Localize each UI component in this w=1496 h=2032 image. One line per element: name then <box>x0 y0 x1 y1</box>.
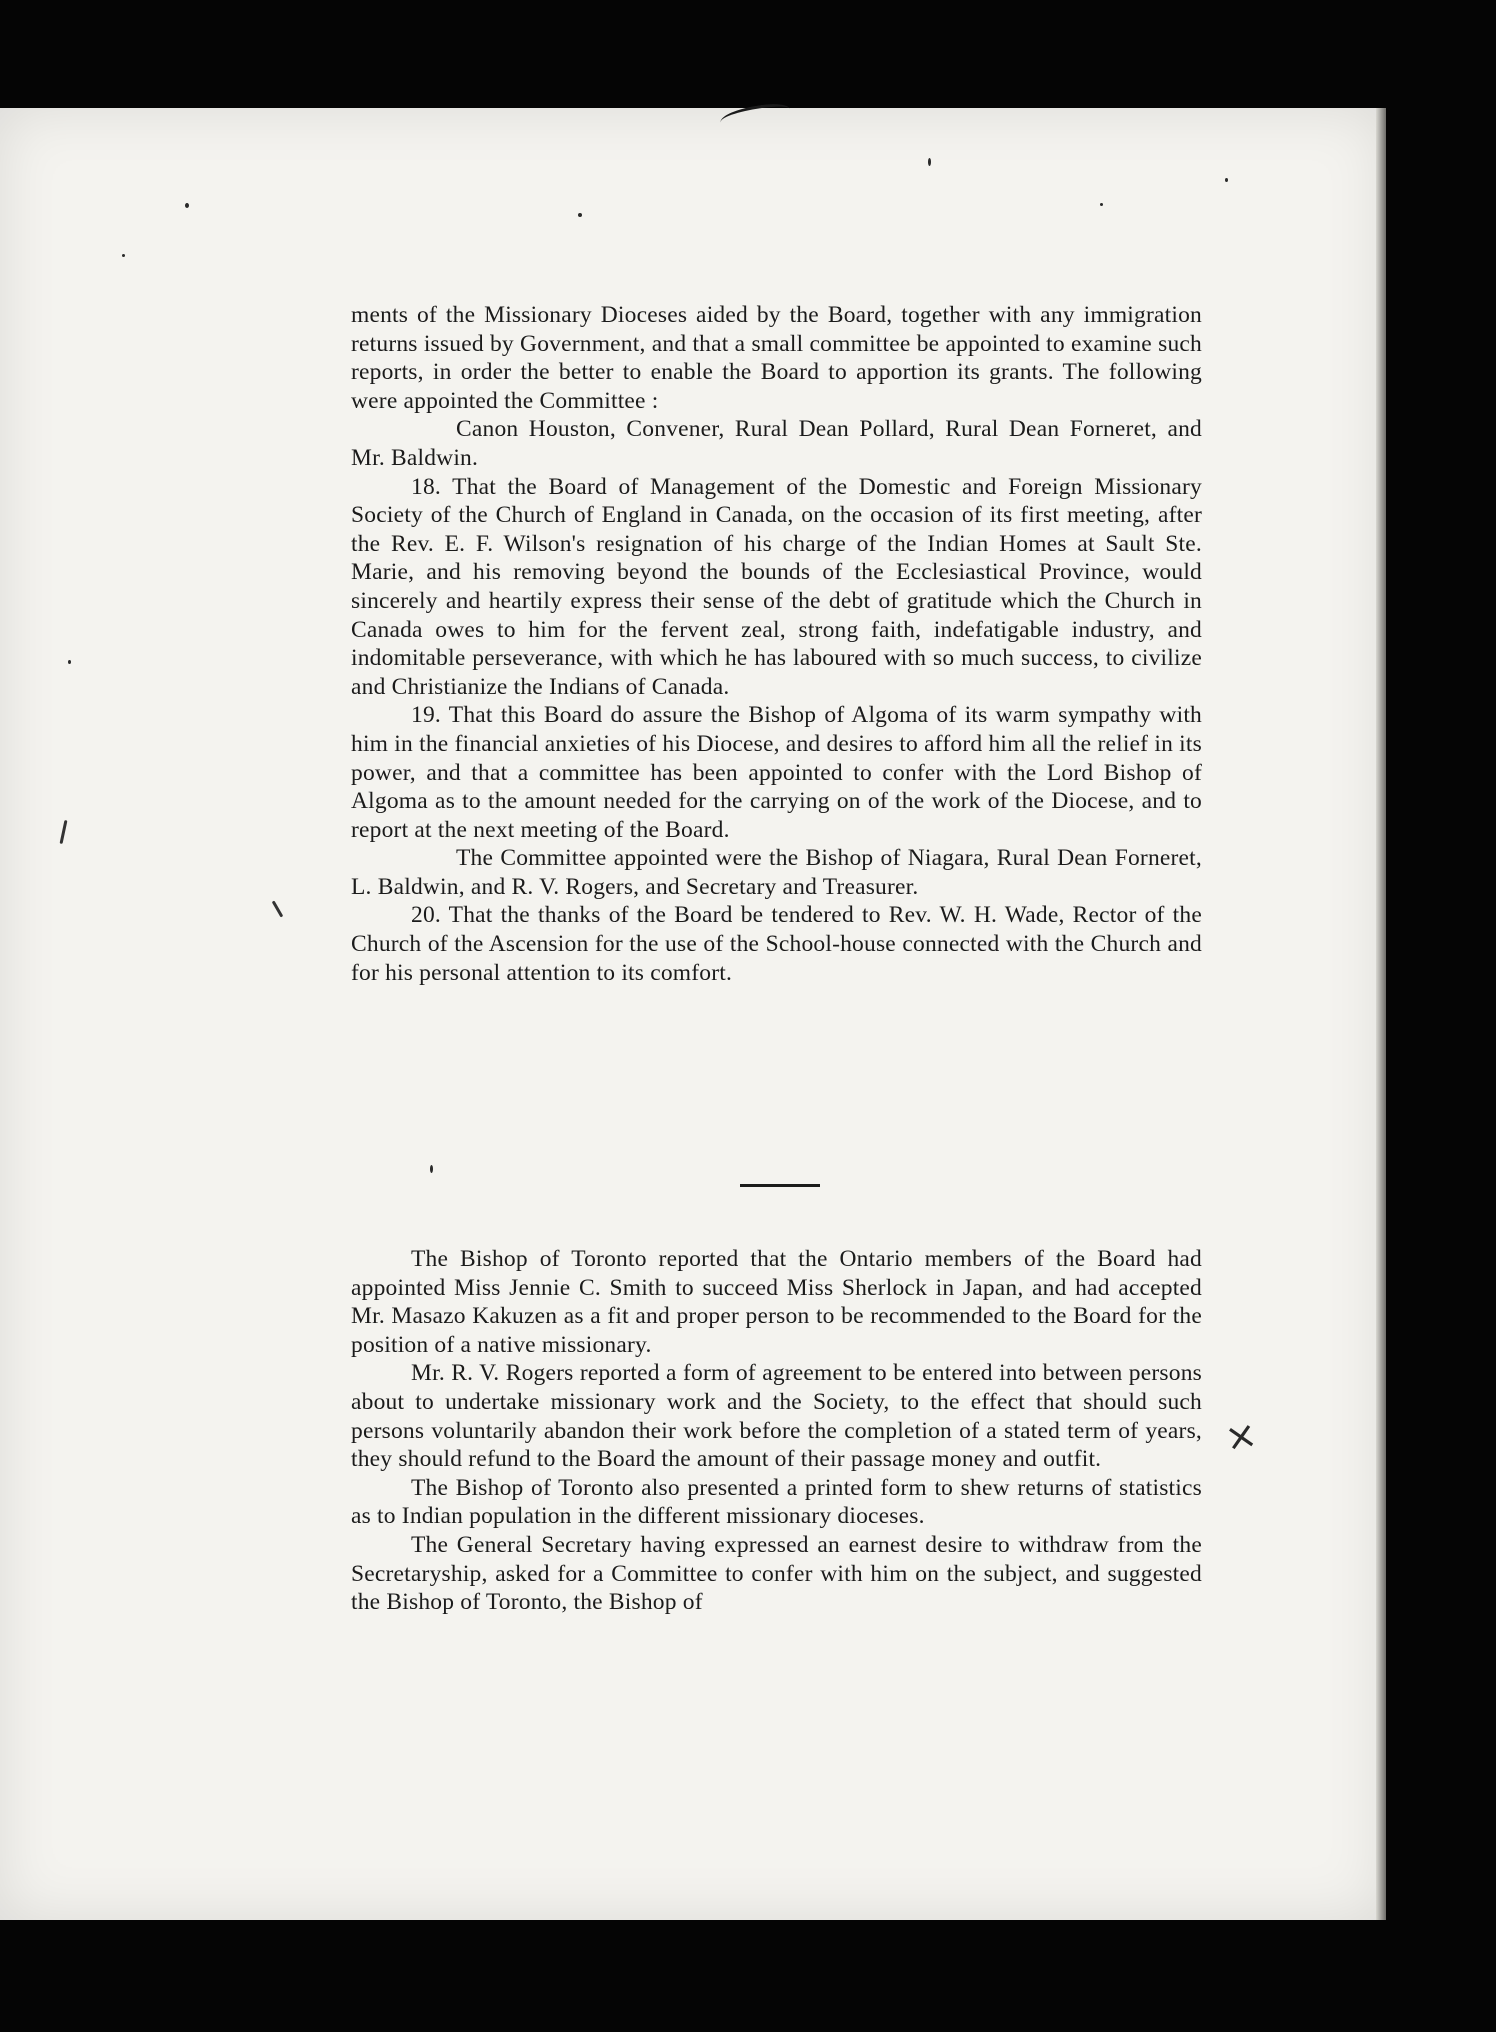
paper-edge-shadow <box>1376 108 1386 1920</box>
dust-speck <box>928 158 931 166</box>
dust-speck <box>68 660 71 664</box>
paragraph-continuation: ments of the Missionary Dioceses aided by the Board, together with any immigration returns issued by Government, and that a small committee be appointed to examine such reports, in order the better to enable the Board to apportion its grants. The following were appointed the Committee : <box>351 302 1202 414</box>
handwritten-cross-icon: × <box>1221 1411 1261 1461</box>
paragraph-statistics-form: The Bishop of Toronto also presented a printed form to shew returns of statistics as to Indian population in the different missionary dioceses. <box>351 1474 1202 1530</box>
reports-text <box>351 1245 1202 1617</box>
dust-speck <box>122 254 125 257</box>
paragraph-resolution-18: 18. That the Board of Management of the Domestic and Foreign Missionary Society of the Church of England in Canada, on the occasion of its first meeting, after the Rev. E. F. Wilson's resignation of his charge of the Indian Homes at Sault Ste. Marie, and his removing beyond the bounds of the Ecclesiastical Province, would sincerely and heartily express their sense of the debt of gratitude which the Church in Canada owes to him for the fervent zeal, strong faith, indefatigable industry, and indomitable perseverance, with which he has laboured with so much success, to civilize and Christianize the Indians of Canada. <box>351 473 1202 700</box>
dust-speck <box>1225 178 1228 182</box>
resolutions-text <box>351 301 1202 987</box>
paragraph-general-secretary: The General Secretary having expressed an earnest desire to withdraw from the Secretaryship, asked for a Committee to confer with him on the subject, and suggested the Bishop of Toronto, the Bishop of <box>351 1531 1202 1616</box>
paragraph-committee-appointed: The Committee appointed were the Bishop of Niagara, Rural Dean Forneret, L. Baldwin, and R. V. Rogers, and Secretary and Treasurer. <box>351 845 1202 900</box>
dust-speck <box>430 1165 433 1173</box>
paragraph-resolution-19: 19. That this Board do assure the Bishop of Algoma of its warm sympathy with him in the financial anxieties of his Diocese, and desires to afford him all the relief in its power, and that a committee has been appointed to confer with the Lord Bishop of Algoma as to the amount needed for the carrying on of the work of the Diocese, and to report at the next meeting of the Board. <box>351 702 1202 843</box>
dust-speck <box>1100 203 1103 206</box>
dust-speck <box>578 213 582 217</box>
paragraph-rogers-agreement: Mr. R. V. Rogers reported a form of agreement to be entered into between persons about to undertake missionary work and the Society, to the effect that should such persons voluntarily abandon their work before the completion of a stated term of years, they should refund to the Board the amount of their passage money and outfit. <box>351 1360 1202 1473</box>
dust-speck <box>185 203 189 208</box>
section-divider <box>740 1184 820 1187</box>
paragraph-resolution-20: 20. That the thanks of the Board be tendered to Rev. W. H. Wade, Rector of the Church of the Ascension for the use of the School-house connected with the Church and for his personal attention to its comfort. <box>351 902 1202 986</box>
paragraph-bishop-toronto-report: The Bishop of Toronto reported that the Ontario members of the Board had appointed Miss Jennie C. Smith to succeed Miss Sherlock in Japan, and had accepted Mr. Masazo Kakuzen as a fit and proper person to be recommended to the Board for the position of a native missionary. <box>351 1246 1202 1358</box>
paragraph-committee-list: Canon Houston, Convener, Rural Dean Pollard, Rural Dean Forneret, and Mr. Baldwin. <box>351 416 1202 471</box>
